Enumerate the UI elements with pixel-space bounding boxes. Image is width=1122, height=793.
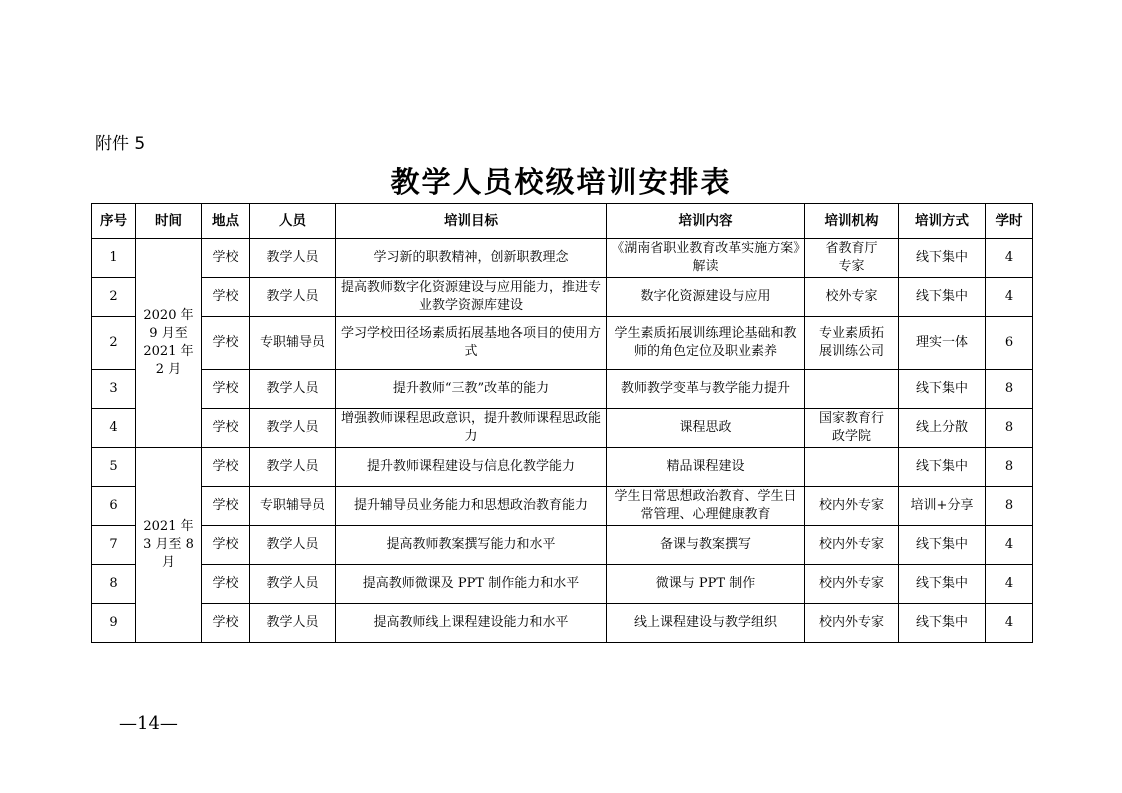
header-time: 时间 [136, 204, 202, 239]
cell-person: 教学人员 [250, 239, 336, 278]
cell-content: 线上课程建设与教学组织 [607, 604, 805, 643]
table-row [92, 526, 1033, 565]
header-mode: 培训方式 [899, 204, 986, 239]
page-number: —14— [119, 713, 178, 734]
page-title: 教学人员校级培训安排表 [390, 165, 732, 199]
header-row [92, 204, 1033, 239]
cell-place: 学校 [202, 370, 250, 409]
cell-person: 教学人员 [250, 604, 336, 643]
cell-goal: 提升教师课程建设与信息化教学能力 [336, 448, 607, 487]
cell-no: 7 [92, 526, 136, 565]
cell-mode: 线下集中 [899, 526, 986, 565]
table-row [92, 487, 1033, 526]
cell-no: 2 [92, 317, 136, 370]
cell-person: 专职辅导员 [250, 487, 336, 526]
cell-goal: 提高教师微课及 PPT 制作能力和水平 [336, 565, 607, 604]
cell-hours: 6 [986, 317, 1033, 370]
cell-place: 学校 [202, 317, 250, 370]
cell-no: 8 [92, 565, 136, 604]
cell-no: 6 [92, 487, 136, 526]
cell-org: 国家教育行 政学院 [805, 409, 899, 448]
cell-content: 课程思政 [607, 409, 805, 448]
cell-content: 微课与 PPT 制作 [607, 565, 805, 604]
cell-mode: 线下集中 [899, 278, 986, 317]
cell-content: 精品课程建设 [607, 448, 805, 487]
table-row [92, 278, 1033, 317]
cell-content: 《湖南省职业教育改革实施方案》解读 [607, 239, 805, 278]
cell-no: 2 [92, 278, 136, 317]
header-org: 培训机构 [805, 204, 899, 239]
table-row [92, 604, 1033, 643]
cell-org [805, 448, 899, 487]
cell-org: 校外专家 [805, 278, 899, 317]
cell-period: 2021 年 3 月至 8 月 [136, 448, 202, 643]
cell-place: 学校 [202, 604, 250, 643]
cell-org: 校内外专家 [805, 565, 899, 604]
cell-content: 学生素质拓展训练理论基础和教师的角色定位及职业素养 [607, 317, 805, 370]
table-row [92, 370, 1033, 409]
cell-person: 教学人员 [250, 526, 336, 565]
cell-org: 校内外专家 [805, 526, 899, 565]
cell-no: 5 [92, 448, 136, 487]
header-goal: 培训目标 [336, 204, 607, 239]
header-content: 培训内容 [607, 204, 805, 239]
cell-hours: 8 [986, 448, 1033, 487]
cell-mode: 理实一体 [899, 317, 986, 370]
table-row [92, 409, 1033, 448]
cell-goal: 提升教师“三教”改革的能力 [336, 370, 607, 409]
header-hours: 学时 [986, 204, 1033, 239]
cell-goal: 提升辅导员业务能力和思想政治教育能力 [336, 487, 607, 526]
cell-goal: 提高教师数字化资源建设与应用能力，推进专业教学资源库建设 [336, 278, 607, 317]
table-body [92, 239, 1033, 643]
attachment-label: 附件 5 [95, 134, 146, 154]
cell-person: 专职辅导员 [250, 317, 336, 370]
cell-place: 学校 [202, 239, 250, 278]
header-place: 地点 [202, 204, 250, 239]
cell-place: 学校 [202, 526, 250, 565]
cell-mode: 线下集中 [899, 239, 986, 278]
cell-goal: 学习学校田径场素质拓展基地各项目的使用方式 [336, 317, 607, 370]
cell-person: 教学人员 [250, 278, 336, 317]
cell-goal: 提高教师教案撰写能力和水平 [336, 526, 607, 565]
cell-place: 学校 [202, 278, 250, 317]
cell-no: 9 [92, 604, 136, 643]
cell-person: 教学人员 [250, 409, 336, 448]
cell-goal: 提高教师线上课程建设能力和水平 [336, 604, 607, 643]
cell-goal: 增强教师课程思政意识，提升教师课程思政能力 [336, 409, 607, 448]
cell-goal: 学习新的职教精神，创新职教理念 [336, 239, 607, 278]
cell-org: 校内外专家 [805, 487, 899, 526]
table-row [92, 565, 1033, 604]
cell-place: 学校 [202, 409, 250, 448]
cell-mode: 线上分散 [899, 409, 986, 448]
table-row [92, 317, 1033, 370]
cell-hours: 4 [986, 278, 1033, 317]
cell-no: 1 [92, 239, 136, 278]
cell-no: 4 [92, 409, 136, 448]
cell-hours: 4 [986, 565, 1033, 604]
cell-mode: 培训+分享 [899, 487, 986, 526]
cell-org: 校内外专家 [805, 604, 899, 643]
cell-mode: 线下集中 [899, 565, 986, 604]
cell-hours: 8 [986, 487, 1033, 526]
training-schedule-table [91, 203, 1033, 643]
cell-content: 学生日常思想政治教育、学生日常管理、心理健康教育 [607, 487, 805, 526]
cell-period: 2020 年 9 月至 2021 年 2 月 [136, 239, 202, 448]
table-row [92, 448, 1033, 487]
cell-person: 教学人员 [250, 448, 336, 487]
cell-mode: 线下集中 [899, 448, 986, 487]
cell-hours: 4 [986, 526, 1033, 565]
cell-place: 学校 [202, 565, 250, 604]
table-row [92, 239, 1033, 278]
cell-mode: 线下集中 [899, 604, 986, 643]
cell-org: 省教育厅 专家 [805, 239, 899, 278]
cell-place: 学校 [202, 448, 250, 487]
cell-hours: 8 [986, 409, 1033, 448]
cell-content: 教师教学变革与教学能力提升 [607, 370, 805, 409]
cell-hours: 8 [986, 370, 1033, 409]
header-person: 人员 [250, 204, 336, 239]
cell-mode: 线下集中 [899, 370, 986, 409]
cell-org [805, 370, 899, 409]
cell-no: 3 [92, 370, 136, 409]
cell-org: 专业素质拓 展训练公司 [805, 317, 899, 370]
cell-content: 备课与教案撰写 [607, 526, 805, 565]
cell-person: 教学人员 [250, 370, 336, 409]
cell-content: 数字化资源建设与应用 [607, 278, 805, 317]
cell-person: 教学人员 [250, 565, 336, 604]
header-no: 序号 [92, 204, 136, 239]
cell-hours: 4 [986, 604, 1033, 643]
cell-hours: 4 [986, 239, 1033, 278]
cell-place: 学校 [202, 487, 250, 526]
